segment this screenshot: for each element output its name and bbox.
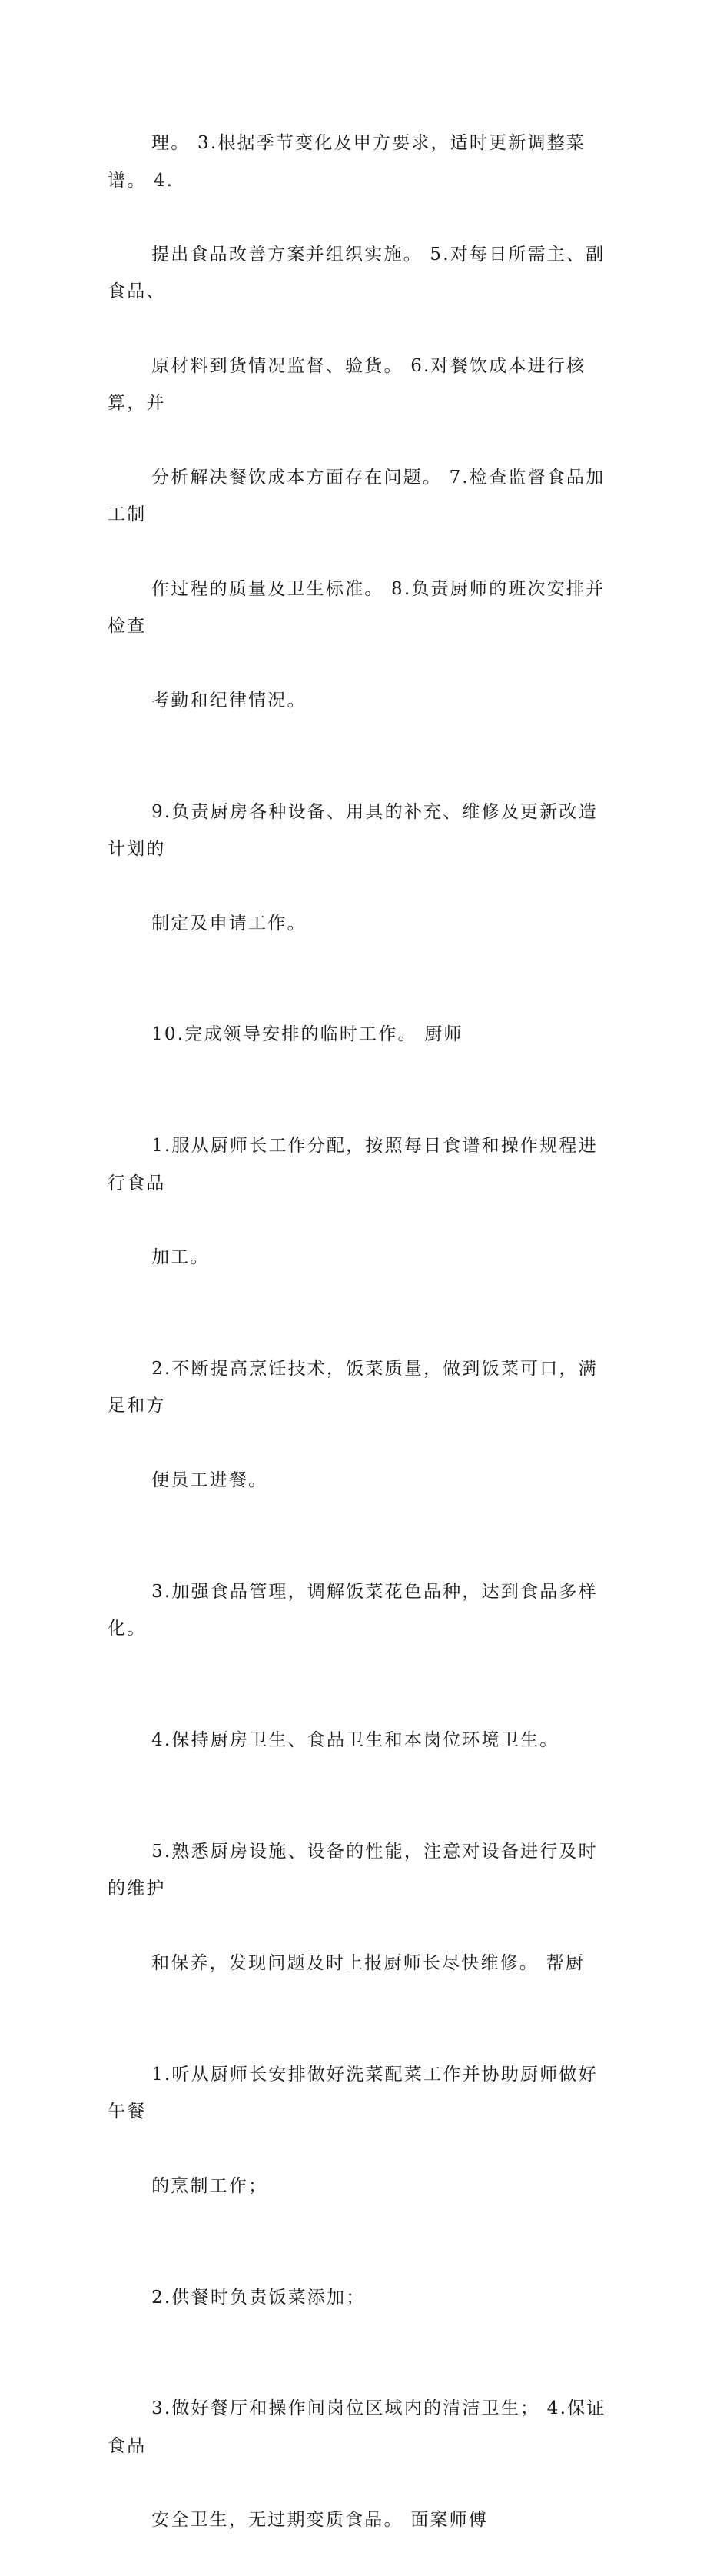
- text-line: 作过程的质量及卫生标准。 8.负责厨师的班次安排并检查: [108, 578, 606, 637]
- paragraph-helper-item-2: [108, 2242, 607, 2353]
- text-line: 5.熟悉厨房设施、设备的性能，注意对设备进行及时的维护: [108, 1841, 598, 1899]
- text-line: 和保养，发现问题及时上报厨师长尽快维修。 帮厨: [151, 1952, 585, 1973]
- text-line: 提出食品改善方案并组织实施。 5.对每日所需主、副食品、: [108, 245, 606, 302]
- paragraph-helper-item-1: [108, 2019, 607, 2242]
- paragraph-helper-item-3: [108, 2353, 607, 2576]
- text-line: 10.完成领导安排的临时工作。 厨师: [151, 1024, 463, 1045]
- paragraph-head-chef-duties: [108, 88, 607, 756]
- paragraph-item-9: [108, 756, 607, 979]
- text-line: 加工。: [151, 1247, 210, 1268]
- paragraph-item-10: [108, 979, 607, 1090]
- document-body: [108, 88, 607, 2576]
- text-line: 制定及申请工作。: [151, 913, 307, 934]
- text-line: 9.负责厨房各种设备、用具的补充、维修及更新改造计划的: [108, 801, 598, 859]
- text-line: 2.不断提高烹饪技术，饭菜质量，做到饭菜可口，满足和方: [108, 1359, 598, 1416]
- text-line: 理。 3.根据季节变化及甲方要求，适时更新调整菜谱。 4.: [108, 133, 586, 191]
- paragraph-cook-item-3: [108, 1536, 607, 1685]
- text-line: 3.做好餐厅和操作间岗位区域内的清洁卫生； 4.保证食品: [108, 2398, 606, 2456]
- text-line: 便员工进餐。: [151, 1469, 268, 1490]
- paragraph-cook-item-4: [108, 1685, 607, 1796]
- text-line: 4.保持厨房卫生、食品卫生和本岗位环境卫生。: [151, 1730, 559, 1751]
- paragraph-cook-item-5: [108, 1796, 607, 2019]
- paragraph-cook-item-2: [108, 1313, 607, 1536]
- text-line: 2.供餐时负责饭菜添加；: [151, 2287, 366, 2308]
- text-line: 3.加强食品管理，调解饭菜花色品种，达到食品多样化。: [108, 1581, 598, 1639]
- text-line: 考勤和纪律情况。: [151, 690, 307, 711]
- text-line: 分析解决餐饮成本方面存在问题。 7.检查监督食品加工制: [108, 467, 606, 525]
- paragraph-cook-item-1: [108, 1090, 607, 1313]
- text-line: 原材料到货情况监督、验货。 6.对餐饮成本进行核算，并: [108, 356, 586, 414]
- text-line: 的烹制工作；: [151, 2175, 268, 2196]
- text-line: 1.服从厨师长工作分配，按照每日食谱和操作规程进行食品: [108, 1136, 598, 1193]
- text-line: 安全卫生，无过期变质食品。 面案师傅: [151, 2510, 488, 2531]
- text-line: 1.听从厨师长安排做好洗菜配菜工作并协助厨师做好午餐: [108, 2064, 598, 2122]
